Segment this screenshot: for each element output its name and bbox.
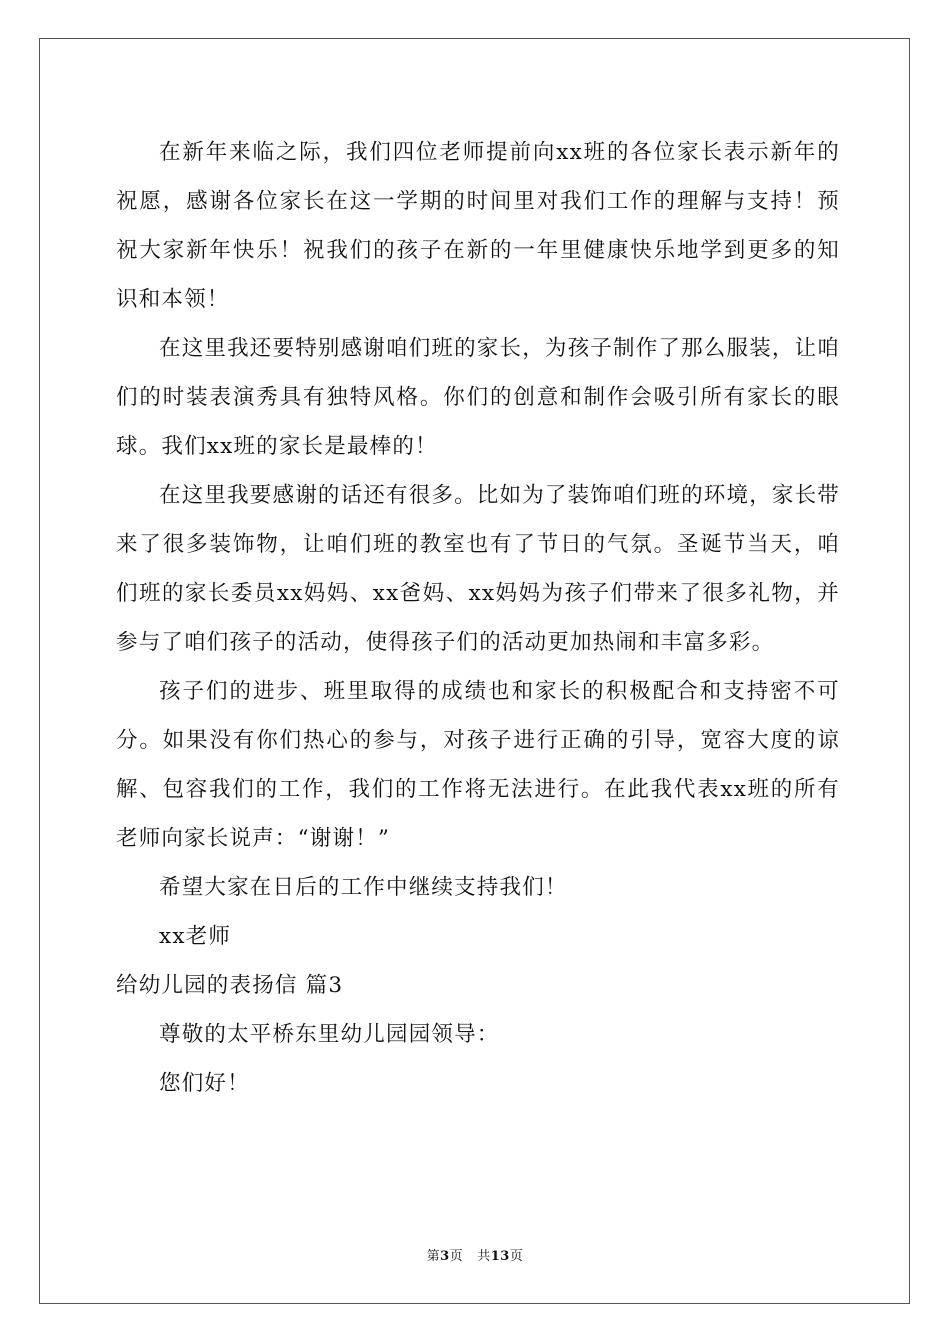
letter-greeting: 您们好！	[159, 1071, 250, 1096]
footer-page-current: 3	[440, 1249, 450, 1264]
footer-total-prefix: 共	[477, 1249, 491, 1264]
document-body	[116, 128, 840, 1108]
page-footer	[0, 1245, 950, 1264]
footer-page-prefix: 第	[426, 1249, 441, 1264]
footer-page-mid: 页	[449, 1249, 464, 1264]
paragraph-costume-thanks: 在这里我还要特别感谢咱们班的家长，为孩子制作了那么服装，让咱们的时装表演秀具有独特风格。你们的创意和制作会吸引所有家长的眼球。我们xx班的家长是最棒的！	[116, 336, 841, 459]
paragraph-closing-wish: 希望大家在日后的工作中继续支持我们！	[159, 875, 568, 900]
letter-salutation: 尊敬的太平桥东里幼儿园园领导：	[159, 1022, 500, 1047]
paragraph-decoration-thanks: 在这里我要感谢的话还有很多。比如为了装饰咱们班的环境，家长带来了很多装饰物，让咱们班的教室也有了节日的气氛。圣诞节当天，咱们班的家长委员xx妈妈、xx爸妈、xx妈妈为孩子们带来了很多礼物，并参与了咱们孩子的活动，使得孩子们的活动更加热闹和丰富多彩。	[116, 483, 841, 655]
paragraph-cooperation-thanks: 孩子们的进步、班里取得的成绩也和家长的积极配合和支持密不可分。如果没有你们热心的参与，对孩子进行正确的引导，宽容大度的谅解、包容我们的工作，我们的工作将无法进行。在此我代表xx班的所有老师向家长说声：“谢谢！”	[116, 679, 840, 851]
signature: xx老师	[159, 924, 232, 949]
footer-total-suffix: 页	[509, 1249, 524, 1264]
section-heading: 给幼儿园的表扬信 篇3	[116, 973, 344, 998]
footer-page-total: 13	[490, 1249, 510, 1264]
paragraph-new-year-greeting: 在新年来临之际，我们四位老师提前向xx班的各位家长表示新年的祝愿，感谢各位家长在这一学期的时间里对我们工作的理解与支持！预祝大家新年快乐！祝我们的孩子在新的一年里健康快乐地学到更多的知识和本领！	[116, 140, 840, 312]
